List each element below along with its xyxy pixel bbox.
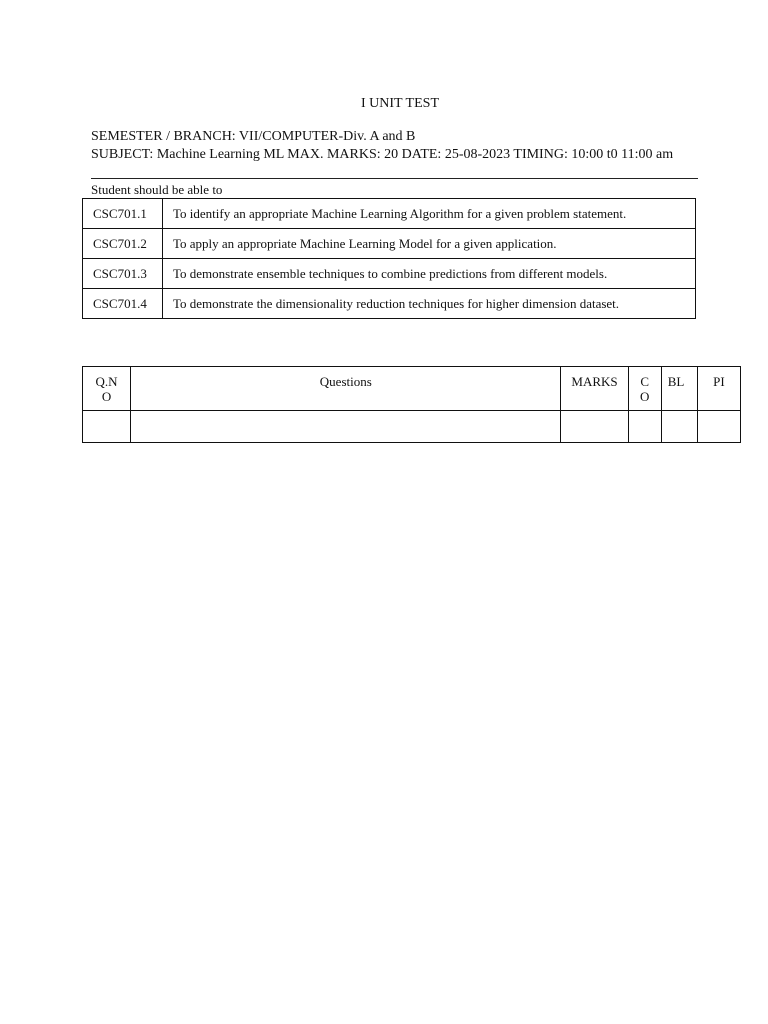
- outcome-code: CSC701.2: [83, 229, 163, 259]
- cell-bl: [661, 411, 697, 443]
- subject-line: SUBJECT: Machine Learning ML MAX. MARKS: 20 DATE: 25-08-2023 TIMING: 10:00 t0 11:00 am: [91, 147, 674, 162]
- header-divider: [91, 178, 698, 179]
- cell-marks: [561, 411, 628, 443]
- outcome-text: To demonstrate the dimensionality reduction techniques for higher dimension dataset.: [163, 289, 696, 319]
- table-row: [83, 411, 741, 443]
- header-qno-label: Q.NO: [95, 374, 118, 404]
- outcome-code: CSC701.3: [83, 259, 163, 289]
- cell-co: [628, 411, 661, 443]
- cell-qno: [83, 411, 131, 443]
- cell-pi: [697, 411, 740, 443]
- header-qno: [83, 367, 131, 411]
- outcome-text: To demonstrate ensemble techniques to combine predictions from different models.: [163, 259, 696, 289]
- table-row: [83, 259, 696, 289]
- outcome-text: To identify an appropriate Machine Learning Algorithm for a given problem statement.: [163, 199, 696, 229]
- header-co-label: CO: [639, 374, 650, 404]
- header-co: [628, 367, 661, 411]
- header-pi: PI: [697, 367, 740, 411]
- questions-table: [82, 366, 741, 443]
- table-row: [83, 199, 696, 229]
- outcome-code: CSC701.4: [83, 289, 163, 319]
- outcome-text: To apply an appropriate Machine Learning Model for a given application.: [163, 229, 696, 259]
- header-bl: BL: [661, 367, 697, 411]
- header-questions: Questions: [131, 367, 561, 411]
- table-header-row: [83, 367, 741, 411]
- outcome-code: CSC701.1: [83, 199, 163, 229]
- cell-questions: [131, 411, 561, 443]
- page-title: I UNIT TEST: [360, 96, 440, 111]
- table-row: [83, 229, 696, 259]
- outcomes-intro: Student should be able to: [91, 182, 223, 197]
- semester-branch-line: SEMESTER / BRANCH: VII/COMPUTER-Div. A and B: [91, 129, 416, 144]
- header-marks: MARKS: [561, 367, 628, 411]
- course-outcomes-table: [82, 198, 696, 319]
- table-row: [83, 289, 696, 319]
